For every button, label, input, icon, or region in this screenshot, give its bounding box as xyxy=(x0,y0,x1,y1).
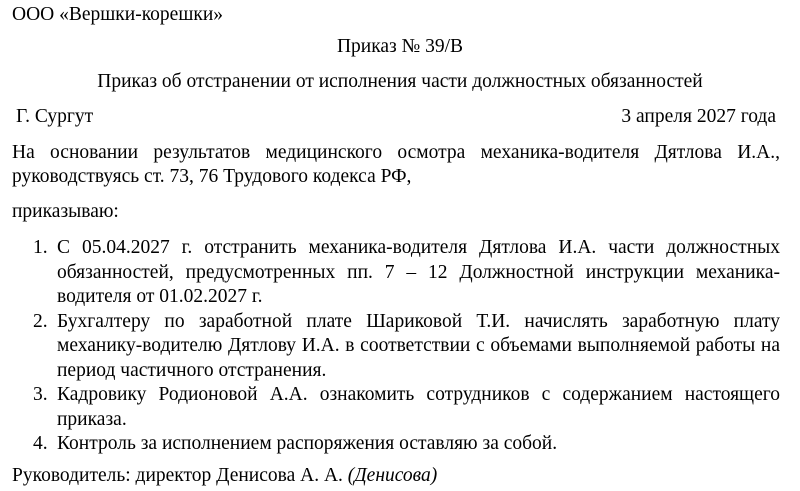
order-number: Приказ № 39/В xyxy=(336,36,464,57)
handwritten-signature: (Денисова) xyxy=(347,465,438,486)
order-item xyxy=(0,236,780,310)
item-text: Бухгалтеру по заработной плате Шариковой Т.И. начислять заработную плату механику-водителю Дятлову И.А. в соответствии с объемами выполняемой работы на период частичного отстранения. xyxy=(57,310,780,381)
order-items-list xyxy=(0,236,780,457)
item-number: 1. xyxy=(33,237,48,258)
order-item xyxy=(0,432,780,457)
basis-paragraph: На основании результатов медицинского осмотра механика-водителя Дятлова И.А., руководствуясь ст. 73, 76 Трудового кодекса РФ, xyxy=(12,142,780,187)
item-text: Кадровику Родионовой А.А. ознакомить сотрудников с содержанием настоящего приказа. xyxy=(57,384,780,430)
order-title: Приказ об отстранении от исполнения части должностных обязанностей xyxy=(97,71,703,92)
city: Г. Сургут xyxy=(16,106,94,127)
order-word: приказываю: xyxy=(12,201,119,222)
order-item xyxy=(0,383,780,432)
company-name: ООО «Вершки-корешки» xyxy=(12,4,224,25)
signature-label: Руководитель: директор Денисова А. А. xyxy=(12,465,343,486)
item-number: 4. xyxy=(33,433,48,454)
order-date: 3 апреля 2027 года xyxy=(621,106,776,127)
signature-line xyxy=(12,464,437,488)
item-number: 2. xyxy=(33,310,48,332)
item-number: 3. xyxy=(33,384,48,405)
item-text: С 05.04.2027 г. отстранить механика-водителя Дятлова И.А. части должностных обязанностей, предусмотренных пп. 7 – 12 Должностной инструкции механика-водителя от 01.02.2027 г. xyxy=(57,237,780,307)
order-item xyxy=(0,310,780,384)
item-text: Контроль за исполнением распоряжения оставляю за собой. xyxy=(57,433,558,454)
